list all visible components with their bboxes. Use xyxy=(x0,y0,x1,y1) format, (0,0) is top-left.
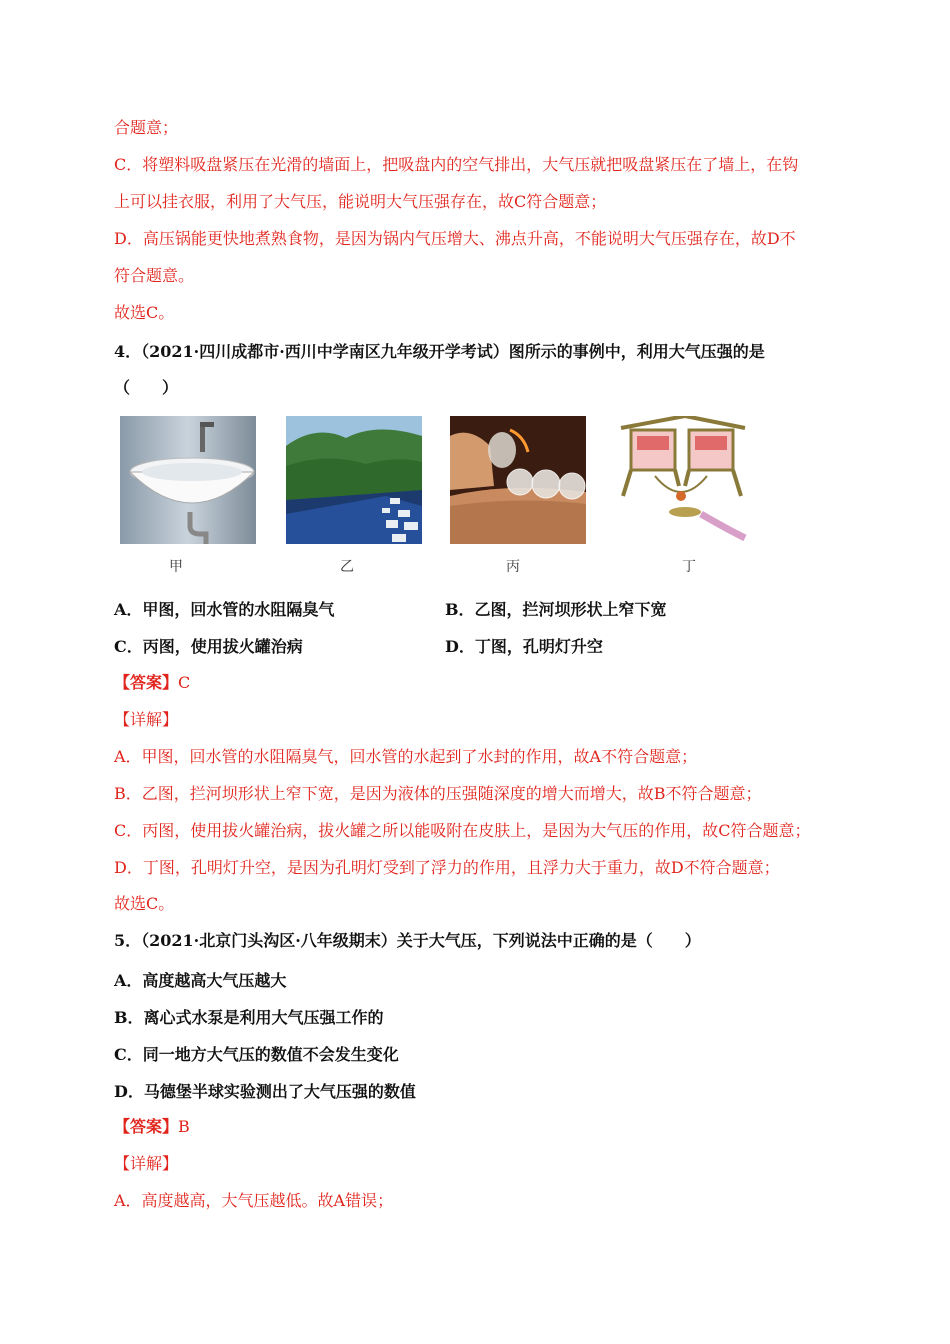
q5-option-c: C．同一地方大气压的数值不会发生变化 xyxy=(114,1045,399,1064)
q4-detail-line-1: A．甲图，回水管的水阻隔臭气，回水管的水起到了水封的作用，故A不符合题意； xyxy=(114,747,698,766)
detail-tag: 【详解】 xyxy=(114,1154,179,1173)
q4-detail-line-4: D．丁图，孔明灯升空，是因为孔明灯受到了浮力的作用，且浮力大于重力，故D不符合题意； xyxy=(114,858,780,877)
q5-detail-line-1: A．高度越高，大气压越低。故A错误； xyxy=(114,1191,394,1210)
q4-detail-line-5: 故选C。 xyxy=(114,894,175,913)
q4-option-a: A．甲图，回水管的水阻隔臭气 xyxy=(114,600,335,619)
caption-jia: 甲 xyxy=(169,559,183,575)
q4-detail-line-3: C．丙图，使用拔火罐治病，拔火罐之所以能吸附在皮肤上，是因为大气压的作用，故C符合题意； xyxy=(114,821,811,840)
figure-dam-image xyxy=(286,416,422,544)
answer-value: B xyxy=(178,1117,190,1136)
q4-paren: （ ） xyxy=(114,378,179,397)
caption-yi: 乙 xyxy=(340,559,354,575)
q5-option-d: D．马德堡半球实验测出了大气压强的数值 xyxy=(114,1082,416,1101)
figure-cupping-image xyxy=(450,416,586,544)
q4-detail-line-2: B．乙图，拦河坝形状上窄下宽，是因为液体的压强随深度的增大而增大，故B不符合题意； xyxy=(114,784,762,803)
caption-ding: 丁 xyxy=(682,559,696,575)
prev-text-line-6: 故选C。 xyxy=(114,303,175,322)
answer-tag: 【答案】 xyxy=(114,673,179,692)
q4-option-c: C．丙图，使用拔火罐治病 xyxy=(114,637,303,656)
prev-text-line-2: C．将塑料吸盘紧压在光滑的墙面上，把吸盘内的空气排出，大气压就把吸盘紧压在了墙上，在钩 xyxy=(114,155,799,174)
prev-text-line-3: 上可以挂衣服，利用了大气压，能说明大气压强存在，故C符合题意； xyxy=(114,192,607,211)
q5-option-a: A．高度越高大气压越大 xyxy=(114,971,287,990)
figure-lantern-image xyxy=(615,416,751,544)
prev-text-line-4: D．高压锅能更快地煮熟食物，是因为锅内气压增大、沸点升高，不能说明大气压强存在，故D不 xyxy=(114,229,796,248)
figure-sink-image xyxy=(120,416,256,544)
q5-option-b: B．离心式水泵是利用大气压强工作的 xyxy=(114,1008,384,1027)
q4-answer-line xyxy=(114,672,190,694)
detail-tag: 【详解】 xyxy=(114,710,179,729)
answer-value: C xyxy=(178,673,191,692)
q5-answer-line xyxy=(114,1116,190,1138)
caption-bing: 丙 xyxy=(506,559,520,575)
prev-text-line-5: 符合题意。 xyxy=(114,266,195,285)
prev-text-line-1: 合题意； xyxy=(114,118,179,137)
q4-option-b: B．乙图，拦河坝形状上窄下宽 xyxy=(445,600,667,619)
q4-stem: 4．（2021·四川成都市·西川中学南区九年级开学考试）图所示的事例中，利用大气压强的是 xyxy=(114,342,765,361)
q4-option-d: D．丁图，孔明灯升空 xyxy=(445,637,603,656)
answer-tag: 【答案】 xyxy=(114,1117,179,1136)
q5-stem: 5．（2021·北京门头沟区·八年级期末）关于大气压，下列说法中正确的是（ ） xyxy=(114,931,701,950)
